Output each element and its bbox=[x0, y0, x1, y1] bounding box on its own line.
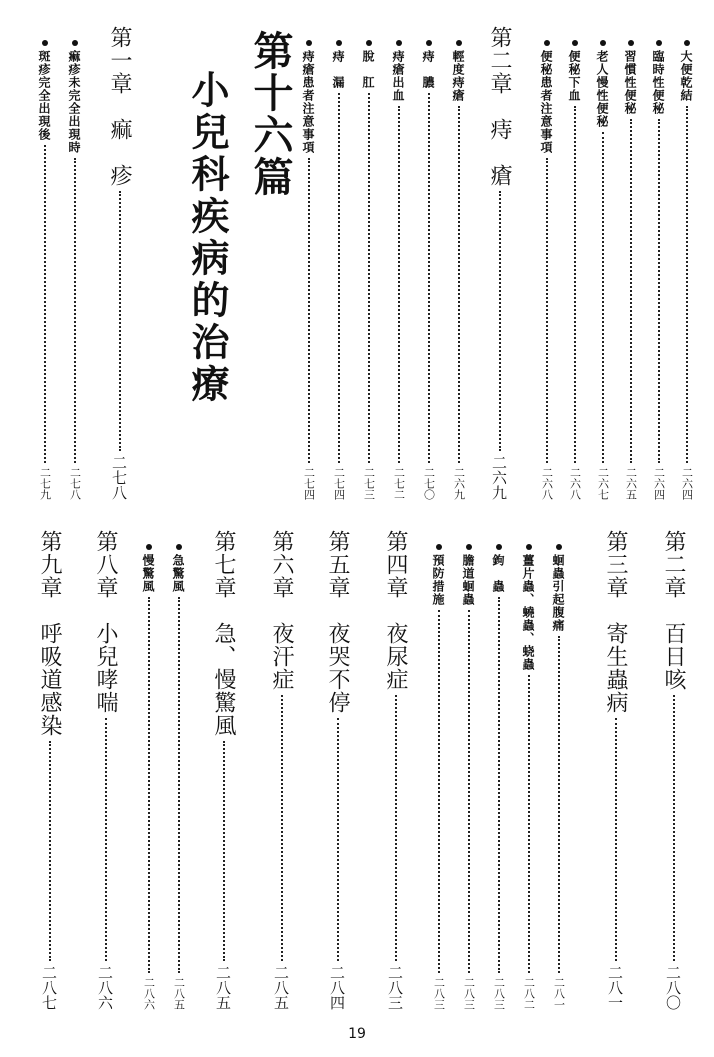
toc-entry[interactable]: 薑片蟲、蟯蟲、蛲蟲 二八二 bbox=[520, 544, 537, 1010]
toc-entry[interactable]: 蛔蟲引起腹痛 二八一 bbox=[550, 544, 567, 1010]
toc-entry[interactable]: 痲疹未完全出現時 二七八 bbox=[66, 40, 83, 500]
toc-chapter[interactable]: 第二章 百日咳 二八〇 bbox=[661, 530, 686, 1010]
toc-entry[interactable]: 痔 膿 二七〇 bbox=[420, 40, 437, 500]
toc-chapter[interactable]: 第四章 夜尿症 二八三 bbox=[383, 530, 408, 1010]
toc-entry[interactable]: 輕度痔瘡 二六九 bbox=[450, 40, 467, 500]
toc-entry[interactable]: 慢驚風 二八六 bbox=[140, 544, 157, 1010]
toc-chapter[interactable]: 第一章 痲 疹 二七八 bbox=[107, 26, 132, 500]
toc-entry[interactable]: 便秘患者注意事項 二六八 bbox=[538, 40, 555, 500]
toc-entry[interactable]: 老人慢性便秘 二六七 bbox=[594, 40, 611, 500]
toc-chapter[interactable]: 第九章 呼吸道感染 二八七 bbox=[37, 530, 62, 1010]
toc-entry[interactable]: 便秘下血 二六八 bbox=[566, 40, 583, 500]
toc-entry[interactable]: 預防措施 二八三 bbox=[430, 544, 447, 1010]
toc-chapter[interactable]: 第六章 夜汗症 二八五 bbox=[269, 530, 294, 1010]
toc-chapter[interactable]: 第二章 痔 瘡 二六九 bbox=[487, 26, 512, 500]
toc-entry[interactable]: 斑疹完全出現後 二七九 bbox=[36, 40, 53, 500]
toc-chapter[interactable]: 第七章 急、慢驚風 二八五 bbox=[211, 530, 236, 1010]
toc-entry[interactable]: 臨時性便秘 二六四 bbox=[650, 40, 667, 500]
toc-entry[interactable]: 痔 漏 二七四 bbox=[330, 40, 347, 500]
toc-chapter[interactable]: 第五章 夜哭不停 二八四 bbox=[325, 530, 350, 1010]
toc-entry[interactable]: 鉤 蟲 二八三 bbox=[490, 544, 507, 1010]
toc-entry[interactable]: 急驚風 二八五 bbox=[170, 544, 187, 1010]
section-title bbox=[180, 30, 293, 450]
toc-entry[interactable]: 習慣性便秘 二六五 bbox=[622, 40, 639, 500]
toc-entry[interactable]: 痔瘡患者注意事項 二七四 bbox=[300, 40, 317, 500]
section-number: 第十六篇 bbox=[247, 30, 293, 198]
toc-entry[interactable]: 脫 肛 二七三 bbox=[360, 40, 377, 500]
toc-entry[interactable]: 痔瘡出血 二七二 bbox=[390, 40, 407, 500]
toc-chapter[interactable]: 第三章 寄生蟲病 二八一 bbox=[603, 530, 628, 1010]
toc-entry[interactable]: 膽道蛔蟲 二八三 bbox=[460, 544, 477, 1010]
section-name: 小兒科疾病的治療 bbox=[185, 70, 229, 406]
toc-entry[interactable]: 大便乾結 二六四 bbox=[678, 40, 695, 500]
page-number: 19 bbox=[348, 1026, 366, 1042]
toc-chapter[interactable]: 第八章 小兒哮喘 二八六 bbox=[93, 530, 118, 1010]
